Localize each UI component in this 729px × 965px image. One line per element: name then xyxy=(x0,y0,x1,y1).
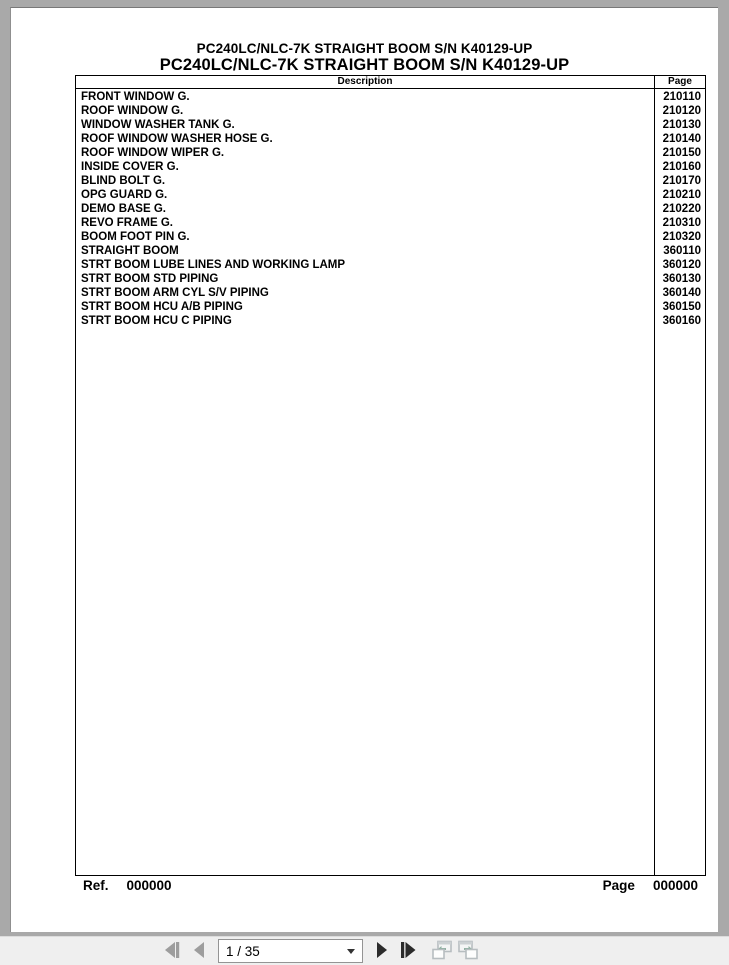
table-row-description: INSIDE COVER G. xyxy=(81,161,179,173)
table-row-page: 210110 xyxy=(663,91,701,103)
view-history-buttons xyxy=(429,939,481,963)
table-row-page: 210120 xyxy=(662,105,701,117)
table-row-description: STRT BOOM HCU A/B PIPING xyxy=(81,301,243,313)
table-row-page: 210320 xyxy=(662,231,701,243)
previous-view-icon xyxy=(430,939,454,964)
ref-value: 000000 xyxy=(126,878,172,893)
first-page-button[interactable] xyxy=(160,939,186,963)
document-footer xyxy=(75,876,706,893)
last-page-icon xyxy=(397,941,419,962)
table-row-description: ROOF WINDOW WIPER G. xyxy=(81,147,225,159)
table-row-description: STRAIGHT BOOM xyxy=(81,245,179,257)
table-row-page: 360120 xyxy=(662,259,701,271)
table-row-page: 210220 xyxy=(662,203,701,215)
next-page-icon xyxy=(374,941,390,962)
table-row-page: 210310 xyxy=(662,217,701,229)
table-row-page: 210150 xyxy=(662,147,701,159)
table-row-page: 210210 xyxy=(662,189,701,201)
table-row-page: 360160 xyxy=(662,315,701,327)
previous-page-icon xyxy=(191,941,207,962)
table-description-column xyxy=(76,89,654,875)
combobox-caret-icon[interactable] xyxy=(347,949,355,954)
footer-page xyxy=(603,878,698,893)
table-row-description: ROOF WINDOW G. xyxy=(81,105,184,117)
previous-view-button[interactable] xyxy=(429,939,455,963)
table-row-description: STRT BOOM ARM CYL S/V PIPING xyxy=(81,287,269,299)
footer-page-value: 000000 xyxy=(652,878,698,893)
table-row-description: STRT BOOM HCU C PIPING xyxy=(81,315,232,327)
table-row-description: STRT BOOM LUBE LINES AND WORKING LAMP xyxy=(81,259,346,271)
table-row-page: 360130 xyxy=(662,273,701,285)
table-header-row xyxy=(76,76,705,89)
page-number-combobox[interactable] xyxy=(218,939,363,963)
document-title-line1: PC240LC/NLC-7K STRAIGHT BOOM S/N K40129-UP xyxy=(196,41,533,56)
table-row-description: FRONT WINDOW G. xyxy=(81,91,190,103)
table-row-page: 210160 xyxy=(662,161,701,173)
document-title-line2: PC240LC/NLC-7K STRAIGHT BOOM S/N K40129-UP xyxy=(159,56,570,74)
table-row-description: WINDOW WASHER TANK G. xyxy=(81,119,235,131)
first-page-icon xyxy=(162,941,184,962)
table-row-page: 210130 xyxy=(662,119,701,131)
table-row-description: OPG GUARD G. xyxy=(81,189,168,201)
page-indicator-text: 1 / 35 xyxy=(226,943,260,959)
table-row-description: ROOF WINDOW WASHER HOSE G. xyxy=(81,133,273,145)
footer-ref xyxy=(83,878,172,893)
document-body xyxy=(75,75,706,893)
table-row-page: 360110 xyxy=(663,245,701,257)
next-view-icon xyxy=(456,939,480,964)
page-navigation-controls xyxy=(160,937,481,965)
ref-label: Ref. xyxy=(83,878,109,893)
navigation-toolbar xyxy=(0,936,729,965)
table-row-page: 360150 xyxy=(662,301,701,313)
table-page-column xyxy=(654,89,705,875)
table-row-description: BLIND BOLT G. xyxy=(81,175,166,187)
page-column-header: Page xyxy=(654,76,705,88)
table-row-description: BOOM FOOT PIN G. xyxy=(81,231,190,243)
table-body xyxy=(76,89,705,875)
parts-table xyxy=(75,75,706,876)
table-row-page: 210140 xyxy=(662,133,701,145)
footer-page-label: Page xyxy=(602,878,635,893)
next-page-button[interactable] xyxy=(369,939,395,963)
table-row-page: 360140 xyxy=(662,287,701,299)
table-row-description: DEMO BASE G. xyxy=(81,203,166,215)
description-column-header: Description xyxy=(337,76,393,87)
previous-page-button[interactable] xyxy=(186,939,212,963)
table-row-page: 210170 xyxy=(662,175,701,187)
table-row-description: REVO FRAME G. xyxy=(81,217,174,229)
pdf-page xyxy=(10,7,718,932)
last-page-button[interactable] xyxy=(395,939,421,963)
next-view-button[interactable] xyxy=(455,939,481,963)
table-row-description: STRT BOOM STD PIPING xyxy=(81,273,219,285)
